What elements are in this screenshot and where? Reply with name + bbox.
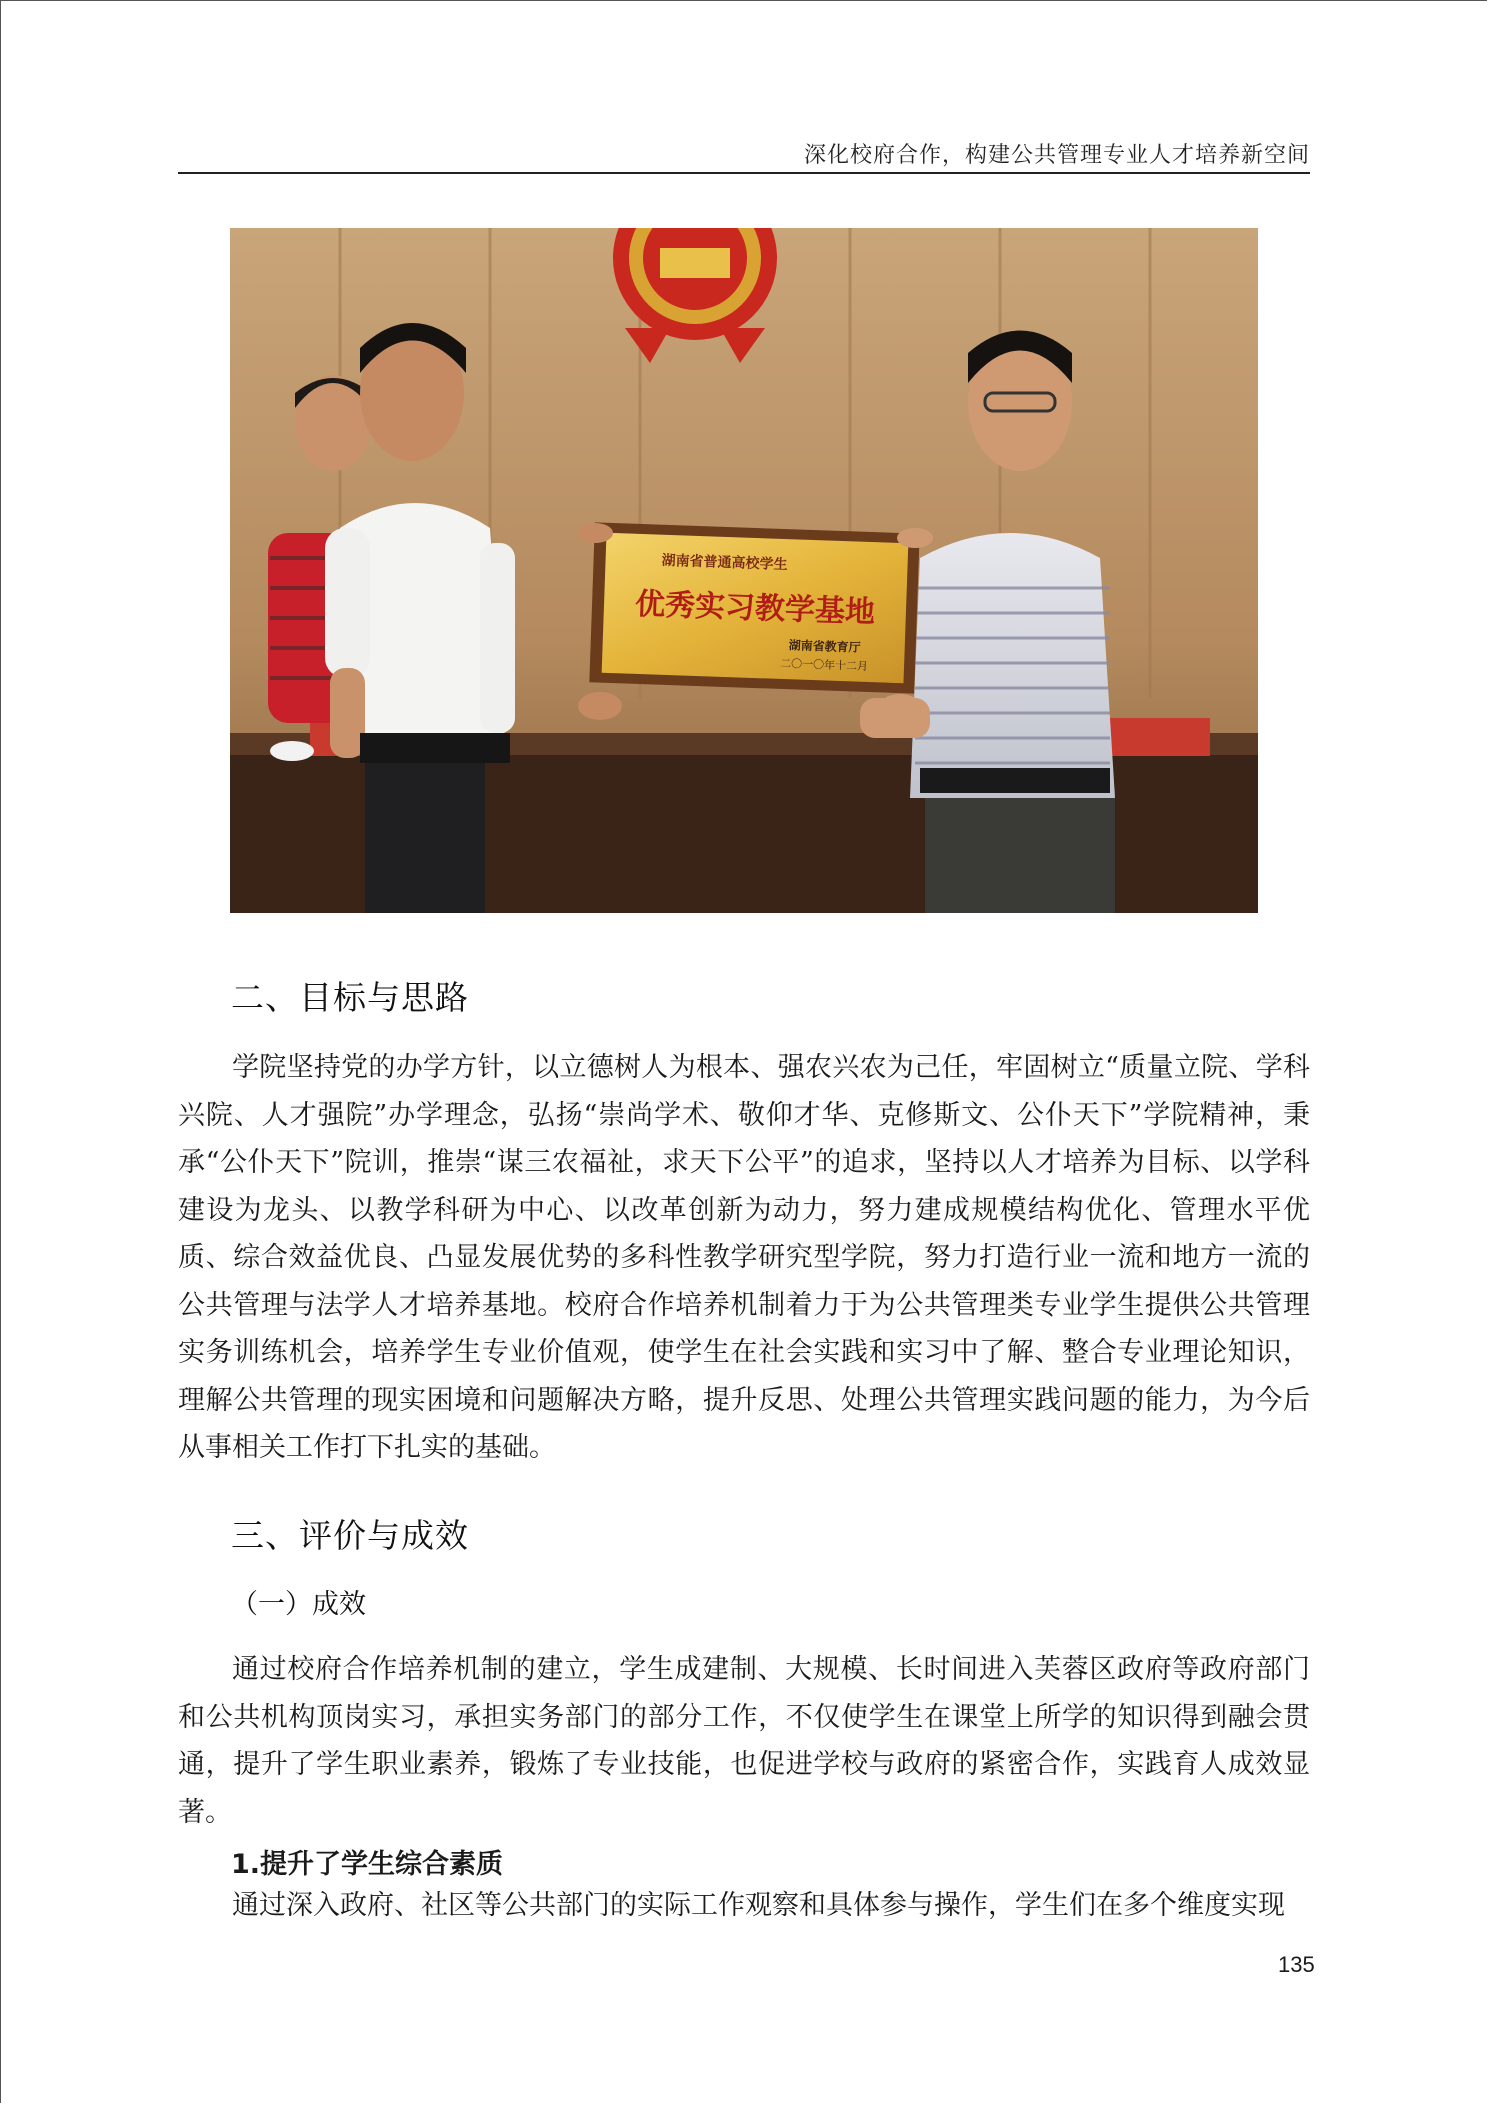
point-paragraph-student-quality: 通过深入政府、社区等公共部门的实际工作观察和具体参与操作，学生们在多个维度实现 (232, 1890, 1285, 1921)
point-heading-student-quality: 1.提升了学生综合素质 (231, 1849, 504, 1880)
subsection-heading-results: （一）成效 (231, 1589, 366, 1620)
section-heading-goals: 二、目标与思路 (231, 978, 469, 1017)
plaque-main-text: 优秀实习教学基地 (634, 586, 876, 631)
plaque-issuer: 湖南省教育厅 (788, 638, 861, 655)
header-rule (178, 172, 1310, 174)
plaque-top-line: 湖南省普通高校学生 (661, 552, 788, 574)
photo-plaque-presentation (230, 228, 1258, 913)
page-number: 135 (1278, 1952, 1315, 1977)
section-heading-evaluation: 三、评价与成效 (231, 1516, 469, 1555)
section-goals-paragraph: 学院坚持党的办学方针，以立德树人为根本、强农兴农为己任，牢固树立“质量立院、学科兴院、人才强院”办学理念，弘扬“崇尚学术、敬仰才华、克修斯文、公仆天下”学院精神，秉承“公仆天下”院训，推崇“谋三农福祉，求天下公平”的追求，坚持以人才培养为目标、以学科建设为龙头、以教学科研为中心、以改革创新为动力，努力建成规模结构优化、管理水平优质、综合效益优良、凸显发展优势的多科性教学研究型学院，努力打造行业一流和地方一流的公共管理与法学人才培养基地。校府合作培养机制着力于为公共管理类专业学生提供公共管理实务训练机会，培养学生专业价值观，使学生在社会实践和实习中了解、整合专业理论知识，理解公共管理的现实困境和问题解决方略，提升反思、处理公共管理实践问题的能力，为今后从事相关工作打下扎实的基础。 (178, 1052, 1310, 1463)
running-header: 深化校府合作，构建公共管理专业人才培养新空间 (803, 143, 1310, 168)
section-results-paragraph: 通过校府合作培养机制的建立，学生成建制、大规模、长时间进入芙蓉区政府等政府部门和公共机构顶岗实习，承担实务部门的部分工作，不仅使学生在课堂上所学的知识得到融会贯通，提升了学生职业素养，锻炼了专业技能，也促进学校与政府的紧密合作，实践育人成效显著。 (178, 1654, 1310, 1828)
plaque-date: 二〇一〇年十二月 (779, 656, 869, 673)
